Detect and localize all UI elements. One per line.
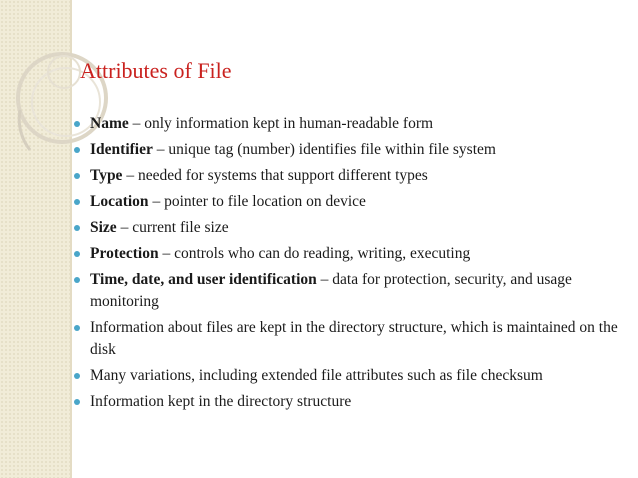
bullet-text: – data for protection, security, and usage monitoring [90, 271, 572, 310]
bullet-item [74, 243, 619, 265]
bullet-text: Many variations, including extended file attributes such as file checksum [90, 367, 543, 384]
bullet-item [74, 191, 619, 213]
bullet-item [74, 391, 619, 413]
bullet-text: – unique tag (number) identifies file within file system [152, 141, 496, 158]
bullet-term: Size [90, 219, 117, 236]
bullet-term: Identifier [90, 141, 153, 158]
slide-title: Attributes of File [80, 58, 232, 83]
bullet-text: – current file size [116, 219, 229, 236]
bullet-dot-icon [74, 225, 80, 231]
bullet-dot-icon [74, 173, 80, 179]
bullet-dot-icon [74, 147, 80, 153]
bullet-item [74, 317, 619, 361]
bullet-term: Name [90, 115, 129, 132]
bullet-text: – pointer to file location on device [148, 193, 366, 210]
bullet-text: Information about files are kept in the directory structure, which is maintained on the disk [90, 319, 618, 358]
decorative-ring-small [48, 56, 80, 88]
bullet-text: – controls who can do reading, writing, executing [158, 245, 471, 262]
bullet-item [74, 217, 619, 239]
bullet-term: Type [90, 167, 123, 184]
bullet-dot-icon [74, 325, 80, 331]
bullet-dot-icon [74, 121, 80, 127]
bullet-term: Protection [90, 245, 159, 262]
bullet-text: – needed for systems that support different types [122, 167, 428, 184]
bullet-item [74, 365, 619, 387]
bullet-text: Information kept in the directory structure [90, 393, 352, 410]
bullet-item [74, 269, 619, 313]
bullet-item [74, 113, 619, 135]
bullet-list [74, 113, 619, 417]
bullet-dot-icon [74, 277, 80, 283]
bullet-item [74, 139, 619, 161]
bullet-dot-icon [74, 399, 80, 405]
bullet-dot-icon [74, 251, 80, 257]
bullet-term: Location [90, 193, 149, 210]
bullet-text: – only information kept in human-readable form [128, 115, 434, 132]
bullet-dot-icon [74, 199, 80, 205]
bullet-dot-icon [74, 373, 80, 379]
bullet-term: Time, date, and user identification [90, 271, 317, 288]
bullet-item [74, 165, 619, 187]
